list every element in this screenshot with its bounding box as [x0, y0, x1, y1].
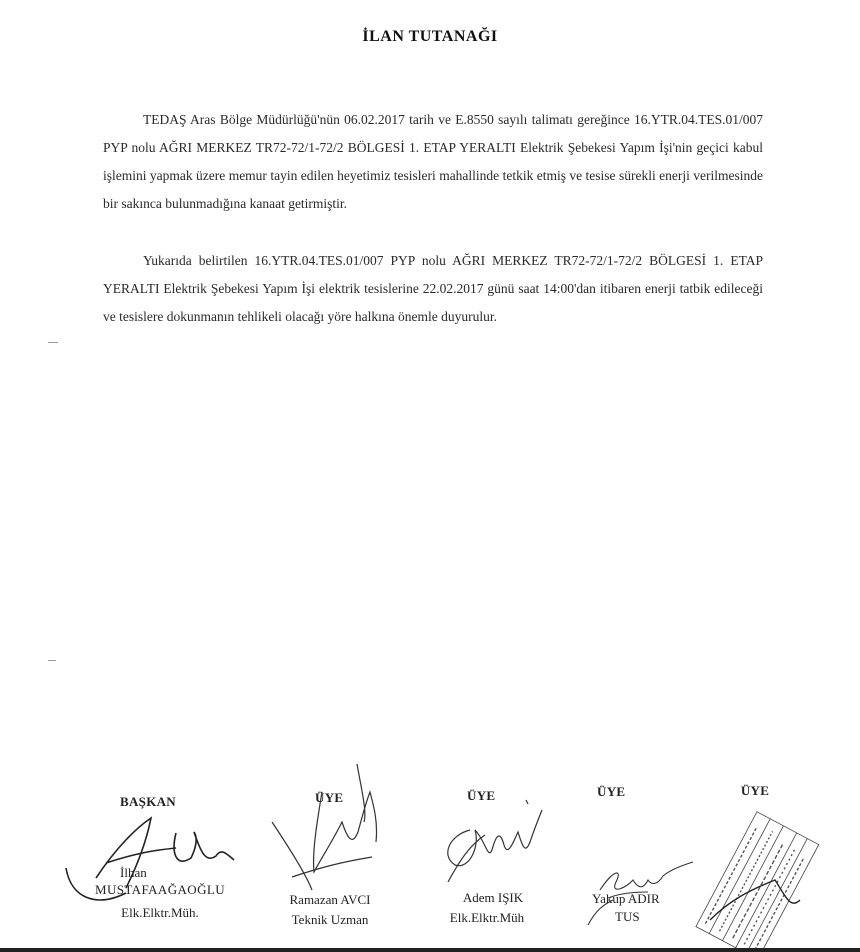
document-title: İLAN TUTANAĞI	[362, 28, 498, 45]
signatory-role: ÜYE	[467, 788, 496, 803]
stamp-graphic	[690, 800, 820, 948]
signature-scribble-president	[66, 808, 246, 898]
scan-speck	[48, 342, 58, 343]
signatory-role: ÜYE	[597, 784, 626, 799]
signatory-role: BAŞKAN	[120, 794, 176, 809]
paragraph-1: TEDAŞ Aras Bölge Müdürlüğü'nün 06.02.2017 tarih ve E.8550 sayılı talimatı gereğince 16.YTR.04.TES.01/007 PYP nolu AĞRI MERKEZ TR72-72/1-72/2 BÖLGESİ 1. ETAP YERALTI Elektrik Şebekesi Yapım İşi'nin geçici kabul işlemini yapmak üzere memur tayin edilen heyetimiz tesisleri mahallinde tetkik etmiş ve tesise sürekli enerji verilmesinde bir sakınca bulunmadığına kanaat getirmiştir.	[103, 112, 763, 211]
signatory-role: ÜYE	[315, 790, 344, 805]
paragraph-2: Yukarıda belirtilen 16.YTR.04.TES.01/007 PYP nolu AĞRI MERKEZ TR72-72/1-72/2 BÖLGESİ 1. ETAP YERALTI Elektrik Şebekesi Yapım İşi elektrik tesislerine 22.02.2017 günü saat 14:00'dan itibaren enerji tatbik edileceği ve tesislere dokunmanın tehlikeli olacağı yöre halkına önemle duyurulur.	[103, 253, 763, 324]
signature-scribble-member-1	[262, 762, 402, 902]
signatory-last-name: MUSTAFAAĞAOĞLU	[95, 882, 225, 897]
signatory-member-4	[720, 783, 790, 799]
signatory-name: Yakup ADIR	[592, 891, 660, 906]
signatory-role: ÜYE	[740, 783, 770, 798]
signatory-title: Elk.Elktr.Müh	[449, 910, 525, 925]
signature-scribble-member-2	[430, 790, 560, 890]
official-stamp	[690, 800, 820, 948]
signatory-first-name: İlhan	[120, 865, 147, 880]
signatory-name: Ramazan AVCI	[289, 892, 371, 907]
page-bottom-edge	[0, 948, 860, 952]
signatory-title: TUS	[615, 909, 640, 924]
signatory-title: Teknik Uzman	[291, 912, 369, 927]
signatory-title: Elk.Elktr.Müh.	[121, 905, 199, 920]
signature-scribble-member-3	[588, 850, 698, 930]
signatory-name: Adem IŞIK	[462, 890, 524, 905]
scan-speck	[48, 660, 56, 661]
